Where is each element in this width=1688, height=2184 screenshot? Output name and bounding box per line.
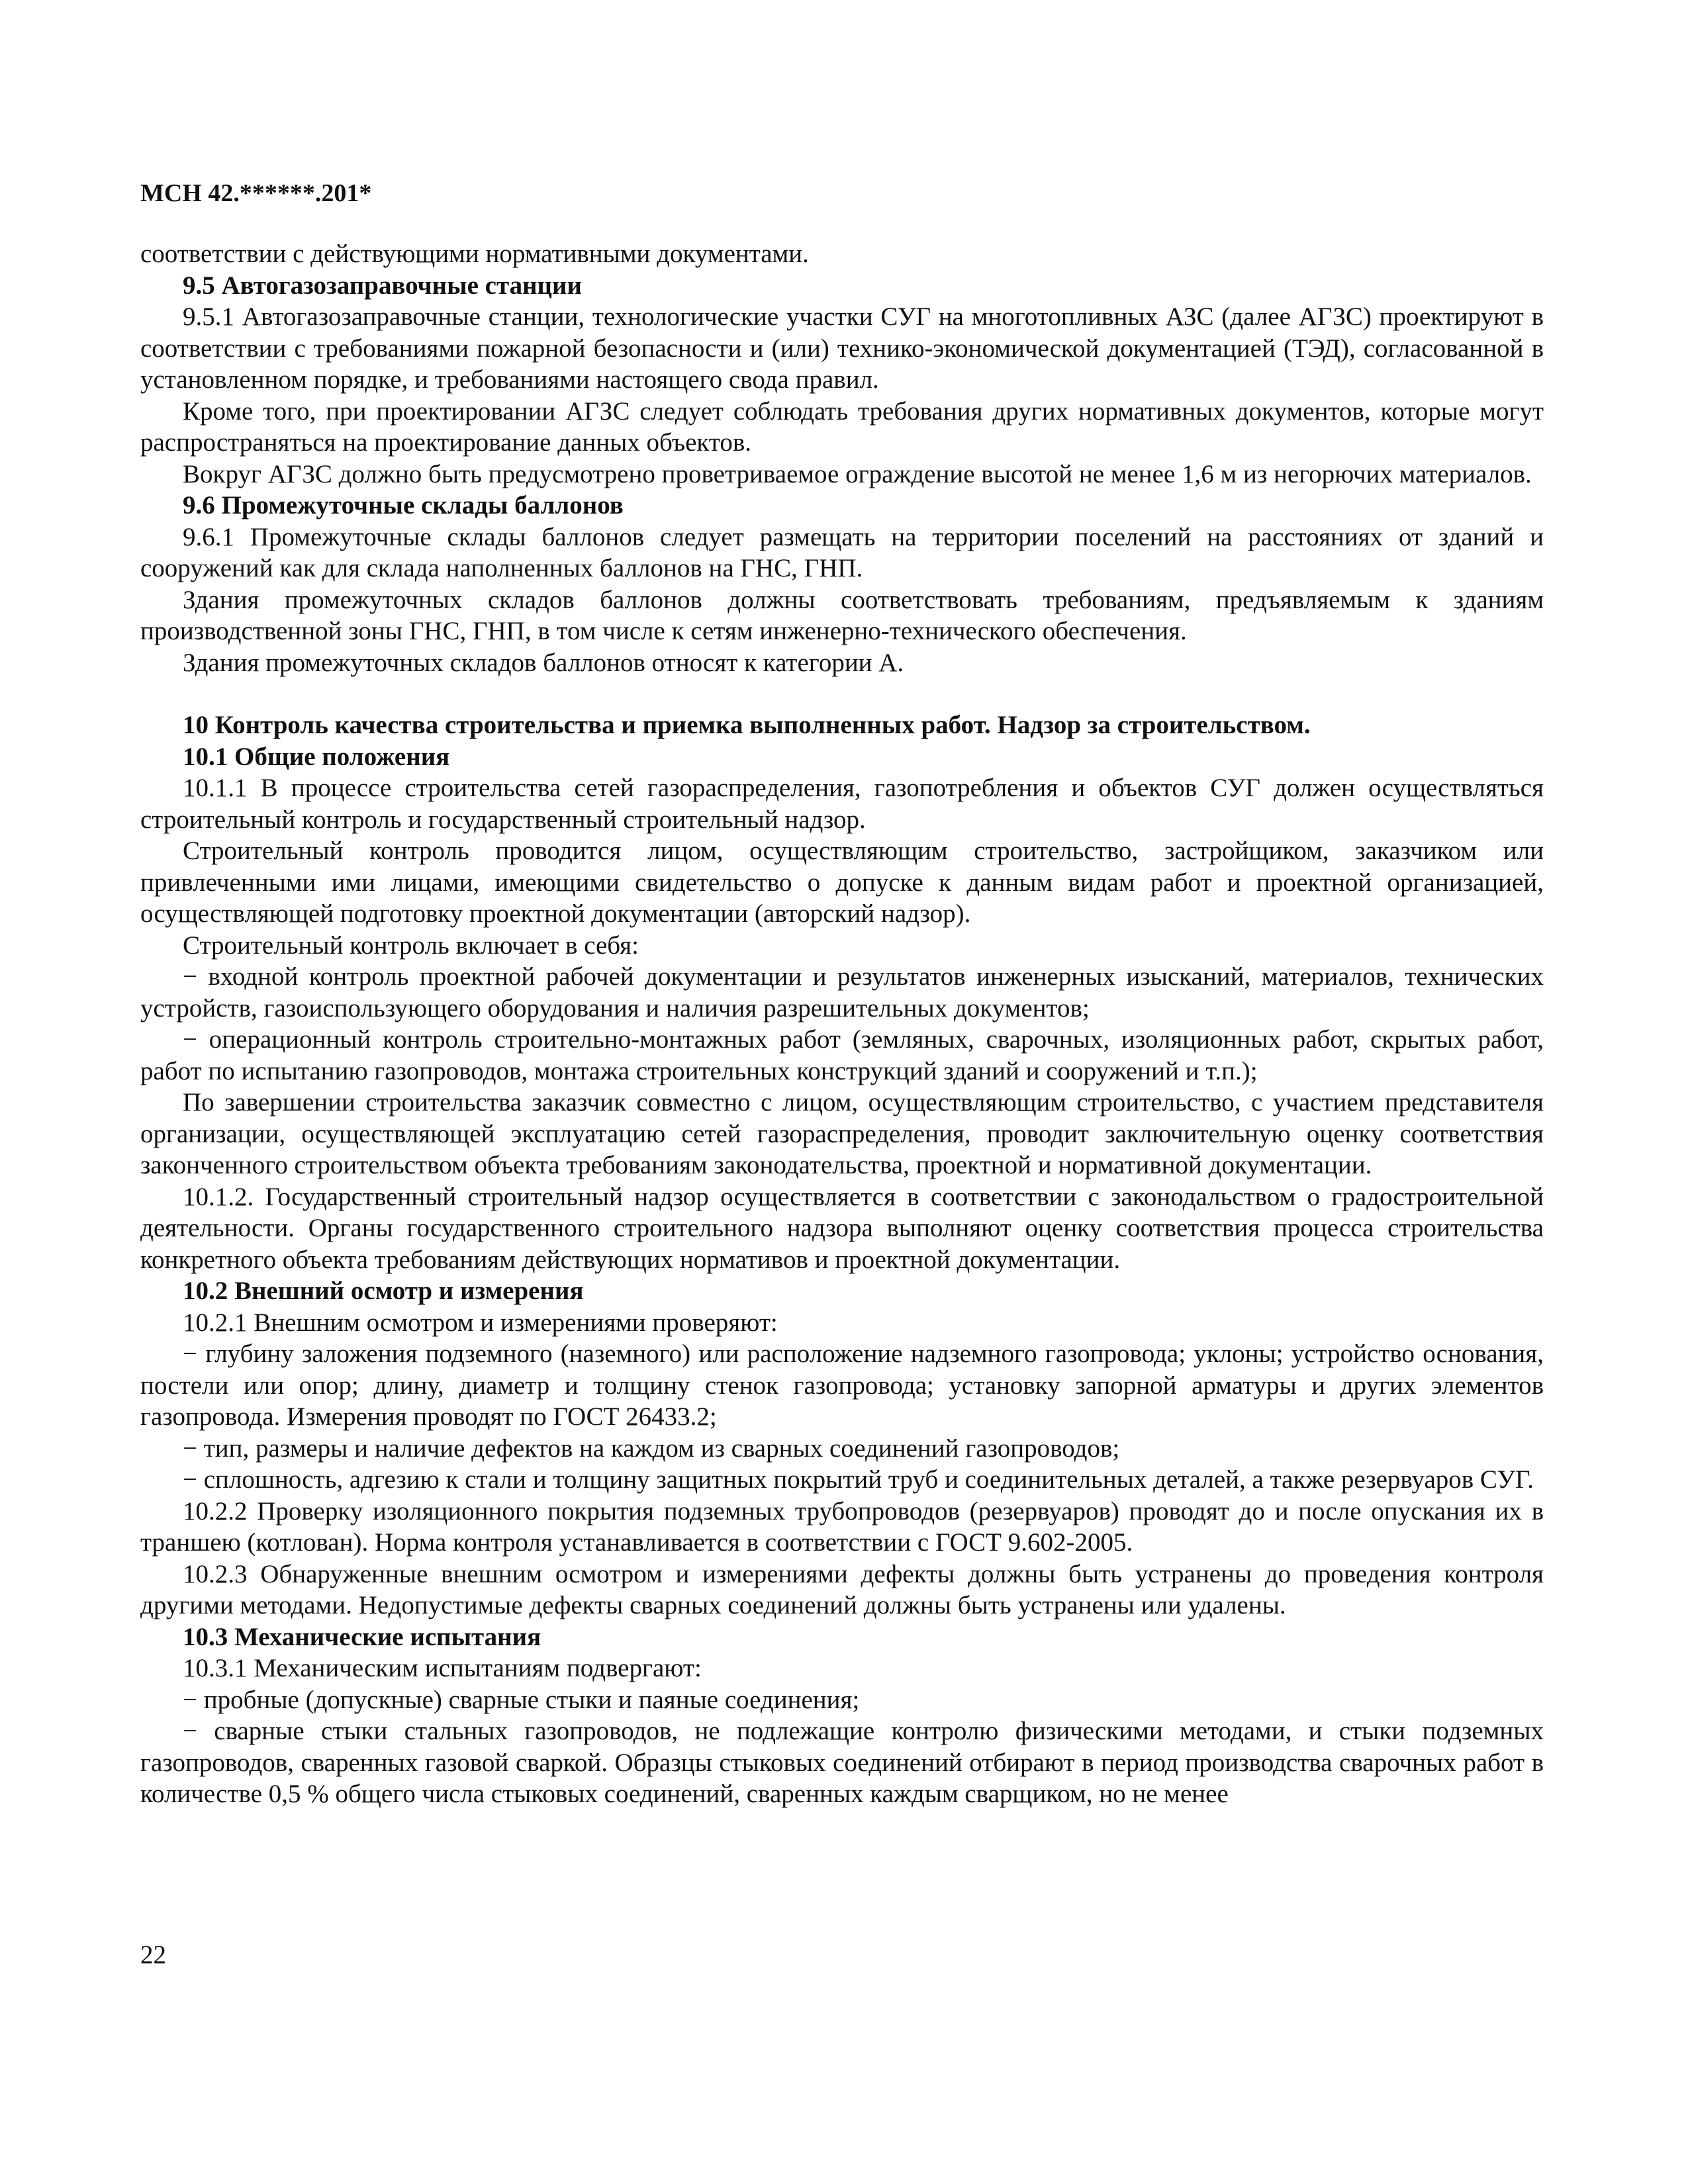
page-content (140, 238, 1544, 1810)
paragraph: Вокруг АГЗС должно быть предусмотрено проветриваемое ограждение высотой не менее 1,6 м из негорючих материалов. (183, 459, 1532, 488)
list-item: − сплошность, адгезию к стали и толщину защитных покрытий труб и соединительных деталей, а также резервуаров СУГ. (183, 1465, 1534, 1494)
list-item: − сварные стыки стальных газопроводов, не подлежащие контролю физическими методами, и стыки подземных газопроводов, сваренных газовой сваркой. Образцы стыковых соединений отбирают в период производства сварочных работ в количестве 0,5 % общего числа стыковых соединений, сваренных каждым сварщиком, но не менее (140, 1717, 1544, 1808)
section-heading-9-5: 9.5 Автогазозаправочные станции (183, 271, 582, 300)
page-number: 22 (140, 1940, 166, 1969)
section-heading-9-6: 9.6 Промежуточные склады баллонов (183, 491, 624, 520)
list-item: − глубину заложения подземного (наземного) или расположение надземного газопровода; уклоны; устройство основания, постели или опор; длину, диаметр и толщину стенок газопровода; установку запорной арматуры и других элементов газопровода. Измерения проводят по ГОСТ 26433.2; (140, 1340, 1544, 1431)
section-heading-10-2: 10.2 Внешний осмотр и измерения (183, 1277, 584, 1305)
paragraph: соответствии с действующими нормативными документами. (140, 240, 809, 268)
paragraph: Кроме того, при проектировании АГЗС следует соблюдать требования других нормативных документов, которые могут распространяться на проектирование данных объектов. (140, 396, 1544, 457)
list-item: − пробные (допускные) сварные стыки и паяные соединения; (183, 1685, 860, 1714)
paragraph: 10.2.1 Внешним осмотром и измерениями проверяют: (183, 1308, 778, 1337)
paragraph: 9.6.1 Промежуточные склады баллонов следует размещать на территории поселений на расстояниях от зданий и сооружений как для склада наполненных баллонов на ГНС, ГНП. (140, 522, 1544, 582)
paragraph: По завершении строительства заказчик совместно с лицом, осуществляющим строительство, с участием представителя организации, осуществляющей эксплуатацию сетей газораспределения, проводит заключительную оценку соответствия законченного строительством объекта требованиям законодательства, проектной и нормативной документации. (140, 1088, 1544, 1179)
paragraph: Строительный контроль проводится лицом, осуществляющим строительство, застройщиком, заказчиком или привлеченными ими лицами, имеющими свидетельство о допуске к данным видам работ и проектной организацией, осуществляющей подготовку проектной документации (авторский надзор). (140, 837, 1544, 928)
paragraph: 10.1.2. Государственный строительный надзор осуществляется в соответствии с законодальством о градостроительной деятельности. Органы государственного строительного надзора выполняют оценку соответствия процесса строительства конкретного объекта требованиям действующих нормативов и проектной документации. (140, 1182, 1544, 1274)
paragraph: Здания промежуточных складов баллонов должны соответствовать требованиям, предъявляемым к зданиям производственной зоны ГНС, ГНП, в том числе к сетям инженерно-технического обеспечения. (140, 585, 1544, 645)
paragraph: 9.5.1 Автогазозаправочные станции, технологические участки СУГ на многотопливных АЗС (далее АГЗС) проектируют в соответствии с требованиями пожарной безопасности и (или) технико-экономической документацией (ТЭД), согласованной в установленном порядке, и требованиями настоящего свода правил. (140, 302, 1544, 394)
list-item: − операционный контроль строительно-монтажных работ (земляных, сварочных, изоляционных работ, скрытых работ, работ по испытанию газопроводов, монтажа строительных конструкций зданий и сооружений и т.п.); (140, 1025, 1544, 1085)
paragraph: 10.2.2 Проверку изоляционного покрытия подземных трубопроводов (резервуаров) проводят до и после опускания их в траншею (котлован). Норма контроля устанавливается в соответствии с ГОСТ 9.602-2005. (140, 1496, 1544, 1557)
list-item: − входной контроль проектной рабочей документации и результатов инженерных изысканий, материалов, технических устройств, газоиспользующего оборудования и наличия разрешительных документов; (140, 962, 1544, 1023)
paragraph: Строительный контроль включает в себя: (183, 931, 639, 960)
list-item: − тип, размеры и наличие дефектов на каждом из сварных соединений газопроводов; (183, 1433, 1120, 1463)
section-heading-10-1: 10.1 Общие положения (183, 742, 450, 771)
document-code: МСН 42.******.201* (140, 179, 372, 207)
paragraph: Здания промежуточных складов баллонов относят к категории А. (183, 648, 904, 677)
section-heading-10-3: 10.3 Механические испытания (183, 1622, 541, 1651)
paragraph: 10.2.3 Обнаруженные внешним осмотром и измерениями дефекты должны быть устранены до проведения контроля другими методами. Недопустимые дефекты сварных соединений должны быть устранены или удалены. (140, 1559, 1544, 1619)
paragraph: 10.3.1 Механическим испытаниям подвергают: (183, 1654, 702, 1682)
paragraph: 10.1.1 В процессе строительства сетей газораспределения, газопотребления и объектов СУГ должен осуществляться строительный контроль и государственный строительный надзор. (140, 774, 1544, 834)
chapter-heading-10: 10 Контроль качества строительства и приемка выполненных работ. Надзор за строительством. (183, 711, 1311, 739)
